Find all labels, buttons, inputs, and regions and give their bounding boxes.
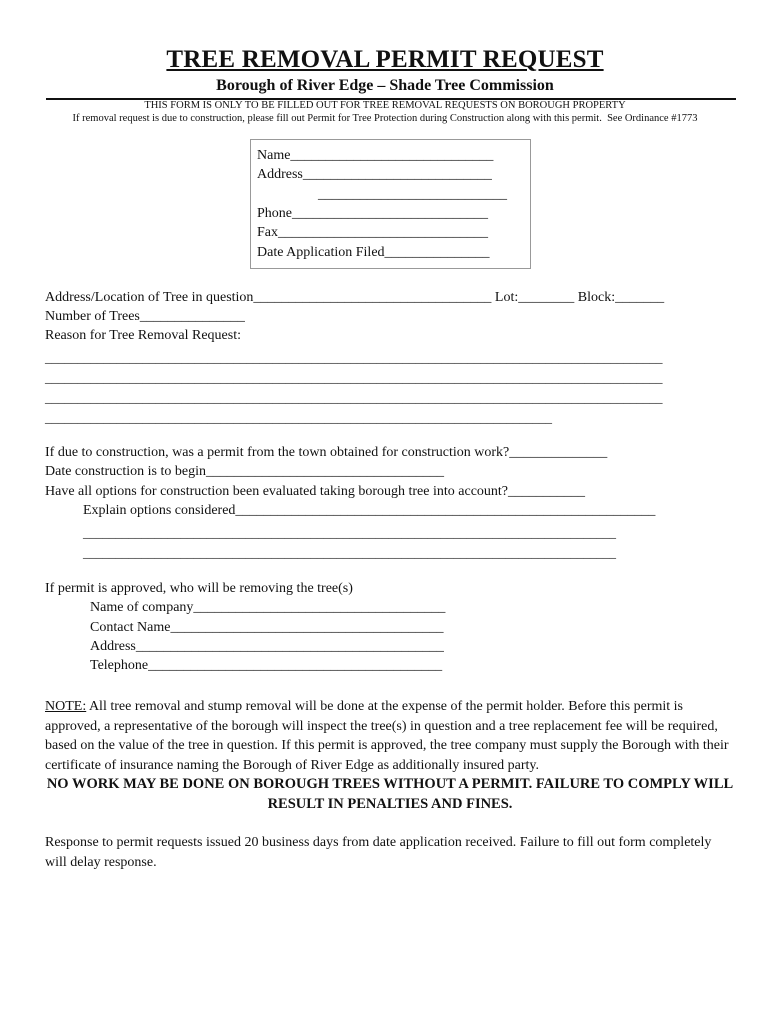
explain-line[interactable]: __________________________________________________________________________________ bbox=[83, 545, 616, 560]
number-of-trees-field[interactable]: Number of Trees_______________ bbox=[45, 309, 245, 324]
reason-line[interactable]: _______________________________________________________________________________________________ bbox=[45, 350, 663, 365]
options-evaluated-field[interactable]: Have all options for construction been evaluated taking borough tree into account?___________ bbox=[45, 484, 586, 499]
borough-property-notice: THIS FORM IS ONLY TO BE FILLED OUT FOR TREE REMOVAL REQUESTS ON BOROUGH PROPERTY bbox=[144, 100, 626, 111]
applicant-fax-field[interactable]: Fax______________________________ bbox=[257, 225, 488, 240]
construction-permit-field[interactable]: If due to construction, was a permit from the town obtained for construction work?______________ bbox=[45, 445, 608, 460]
applicant-name-field[interactable]: Name_____________________________ bbox=[257, 148, 494, 163]
construction-notice: If removal request is due to construction, please fill out Permit for Tree Protection during Construction along with this permit. See Ordinance #1773 bbox=[72, 113, 698, 124]
page-title: TREE REMOVAL PERMIT REQUEST bbox=[166, 46, 604, 73]
reason-line[interactable]: _______________________________________________________________________________________________ bbox=[45, 390, 663, 405]
explain-line[interactable]: __________________________________________________________________________________ bbox=[83, 525, 616, 540]
note-paragraph bbox=[45, 697, 735, 775]
applicant-address-line2-field[interactable]: ___________________________ bbox=[318, 187, 507, 202]
page-subtitle: Borough of River Edge – Shade Tree Commission bbox=[216, 77, 554, 94]
response-paragraph: Response to permit requests issued 20 business days from date application received. Failure to fill out form completely will delay response. bbox=[45, 835, 712, 870]
contact-name-field[interactable]: Contact Name_______________________________________ bbox=[90, 620, 444, 635]
company-telephone-field[interactable]: Telephone__________________________________________ bbox=[90, 658, 443, 673]
date-application-filed-field[interactable]: Date Application Filed_______________ bbox=[257, 245, 490, 260]
applicant-address-field[interactable]: Address___________________________ bbox=[257, 167, 492, 182]
removal-reason-label: Reason for Tree Removal Request: bbox=[45, 328, 241, 343]
tree-remover-intro: If permit is approved, who will be removing the tree(s) bbox=[45, 581, 353, 596]
company-address-field[interactable]: Address____________________________________________ bbox=[90, 639, 444, 654]
explain-options-field[interactable]: Explain options considered____________________________________________________________ bbox=[83, 503, 656, 518]
no-work-warning: NO WORK MAY BE DONE ON BOROUGH TREES WITHOUT A PERMIT. FAILURE TO COMPLY WILL RESULT IN PENALTIES AND FINES. bbox=[46, 776, 734, 812]
note-label: NOTE: bbox=[45, 699, 87, 714]
note-text: All tree removal and stump removal will be done at the expense of the permit holder. Before this permit is approved, a representative of the borough will inspect the tree(s) in question and a tree replacement fee will be required, based on the value of the tree in question. If this permit is approved, the tree company must supply the Borough with their certificate of insurance naming the Borough of River Edge as additionally insured party. bbox=[45, 699, 729, 773]
company-name-field[interactable]: Name of company____________________________________ bbox=[90, 600, 446, 615]
reason-line[interactable]: ______________________________________________________________________________ bbox=[45, 410, 552, 425]
applicant-phone-field[interactable]: Phone____________________________ bbox=[257, 206, 488, 221]
tree-location-field[interactable]: Address/Location of Tree in question__________________________________ Lot:________ Block:_______ bbox=[45, 290, 665, 305]
reason-line[interactable]: _______________________________________________________________________________________________ bbox=[45, 370, 663, 385]
construction-start-date-field[interactable]: Date construction is to begin__________________________________ bbox=[45, 464, 444, 479]
